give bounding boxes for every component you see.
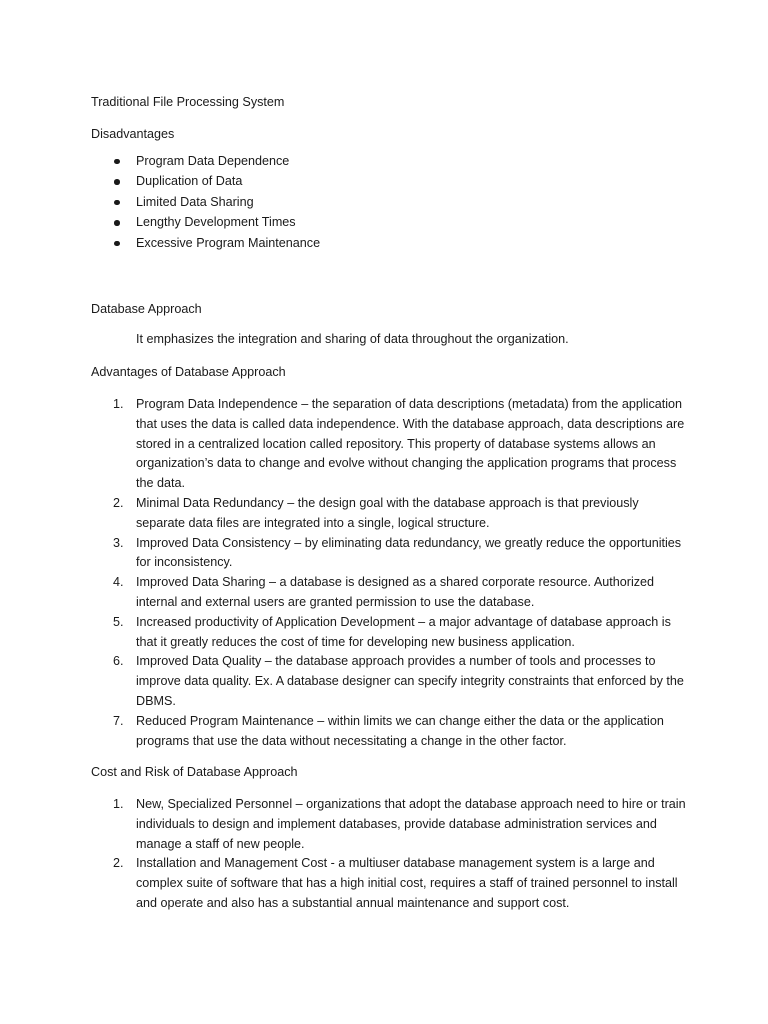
spacer xyxy=(91,254,691,300)
list-number: 1. xyxy=(113,797,124,812)
list-item-text: Reduced Program Maintenance – within limits we can change either the data or the application programs that use the data without necessitating a change in the other factor. xyxy=(136,713,664,748)
list-item xyxy=(91,712,691,752)
bullet-icon xyxy=(114,220,120,226)
disadvantages-heading: Disadvantages xyxy=(91,126,175,141)
list-number: 7. xyxy=(113,713,124,728)
bullet-icon xyxy=(114,179,120,185)
advantages-list xyxy=(91,395,691,751)
db-approach-heading: Database Approach xyxy=(91,301,202,316)
bullet-icon xyxy=(114,200,120,206)
list-number: 4. xyxy=(113,575,124,590)
list-item xyxy=(91,573,691,613)
list-item xyxy=(91,854,691,913)
list-item xyxy=(91,795,691,854)
list-item-text: Installation and Management Cost - a multiuser database management system is a large and complex suite of software that has a high initial cost, requires a staff of trained personnel to install and operate and also has a substantial annual maintenance and support cost. xyxy=(136,856,678,911)
list-number: 5. xyxy=(113,614,124,629)
document-page xyxy=(91,93,691,914)
list-item-text: Program Data Dependence xyxy=(136,153,290,168)
list-item xyxy=(91,652,691,711)
list-item-text: Program Data Independence – the separation of data descriptions (metadata) from the application that uses the data is called data independence. With the database approach, data descriptions are stored in a centralized location called repository. This property of database systems allows an organization’s data to change and evolve without changing the application programs that process the data. xyxy=(136,396,685,491)
list-item xyxy=(91,171,691,192)
list-item-text: Improved Data Consistency – by eliminating data redundancy, we greatly reduce the opportunities for inconsistency. xyxy=(136,535,682,570)
list-item-text: Improved Data Quality – the database approach provides a number of tools and processes to improve data quality. Ex. A database designer can specify integrity constraints that enforced by the DBMS. xyxy=(136,654,684,708)
list-item-text: Increased productivity of Application Development – a major advantage of database approach is that it greatly reduces the cost of time for developing new business application. xyxy=(136,614,671,649)
bullet-icon xyxy=(114,159,120,165)
list-item-text: New, Specialized Personnel – organizations that adopt the database approach need to hire or train individuals to design and implement databases, provide database administration services and manage a staff of new people. xyxy=(136,797,686,851)
list-item xyxy=(91,534,691,574)
list-number: 2. xyxy=(113,856,124,871)
list-item-text: Minimal Data Redundancy – the design goal with the database approach is that previously separate data files are integrated into a single, logical structure. xyxy=(136,495,639,530)
list-item xyxy=(91,494,691,534)
list-item-text: Duplication of Data xyxy=(136,174,243,189)
list-number: 1. xyxy=(113,396,124,411)
costs-list xyxy=(91,795,691,914)
list-item-text: Improved Data Sharing – a database is designed as a shared corporate resource. Authorized internal and external users are granted permission to use the database. xyxy=(136,575,655,609)
list-item-text: Limited Data Sharing xyxy=(136,194,254,209)
list-item-text: Excessive Program Maintenance xyxy=(136,235,321,250)
list-item xyxy=(91,613,691,653)
list-item xyxy=(91,151,691,172)
document-title: Traditional File Processing System xyxy=(91,95,285,109)
list-item xyxy=(91,212,691,233)
advantages-heading: Advantages of Database Approach xyxy=(91,365,286,380)
list-item xyxy=(91,233,691,254)
cost-heading: Cost and Risk of Database Approach xyxy=(91,765,298,780)
list-item-text: Lengthy Development Times xyxy=(136,215,296,230)
list-number: 6. xyxy=(113,654,124,669)
list-number: 2. xyxy=(113,495,124,510)
db-approach-text: It emphasizes the integration and sharing of data throughout the organization. xyxy=(136,332,569,347)
list-item xyxy=(91,395,691,494)
list-number: 3. xyxy=(113,535,124,550)
bullet-icon xyxy=(114,241,120,247)
disadvantages-list xyxy=(91,151,691,254)
list-item xyxy=(91,192,691,213)
